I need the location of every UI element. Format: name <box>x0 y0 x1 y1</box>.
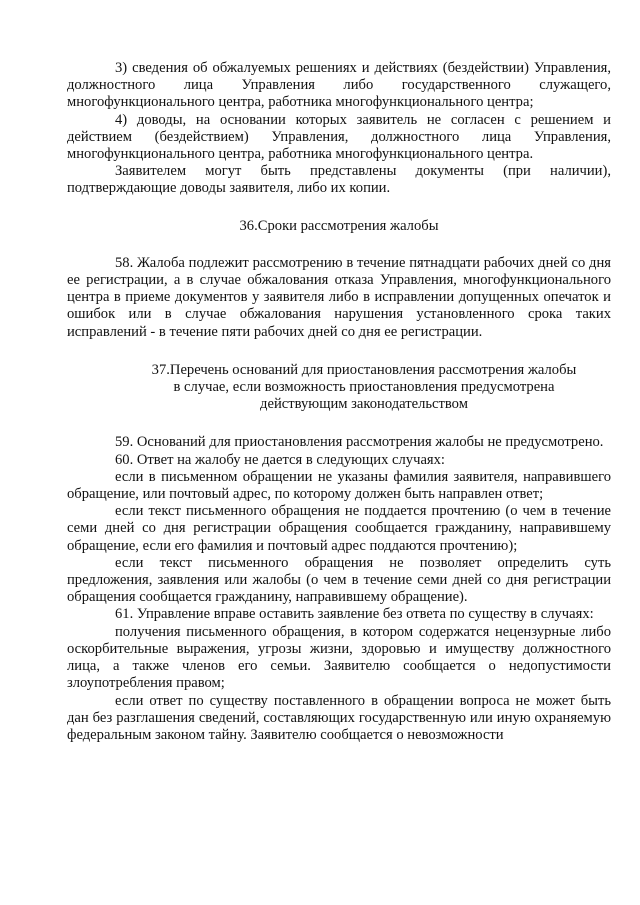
paragraph-61-case-1: получения письменного обращения, в котором содержатся нецензурные либо оскорбительные выражения, угрозы жизни, здоровью и имуществу должностного лица, а также членов его семьи. Заявителю сообщается о недопустимости злоупотребления правом; <box>67 623 611 692</box>
paragraph-58: 58. Жалоба подлежит рассмотрению в течение пятнадцати рабочих дней со дня ее регистрации, а в случае обжалования отказа Управления, многофункционального центра в приеме документов у заявителя либо в исправлении допущенных опечаток и ошибок или в случае обжалования нарушения установленного срока таких исправлений - в течение пяти рабочих дней со дня ее регистрации. <box>67 254 611 340</box>
section-heading-36: 36.Сроки рассмотрения жалобы <box>239 217 439 234</box>
document-page <box>67 60 611 744</box>
paragraph-60-case-1: если в письменном обращении не указаны фамилия заявителя, направившего обращение, или почтовый адрес, по которому должен быть направлен ответ; <box>67 468 611 503</box>
paragraph-60-case-2: если текст письменного обращения не поддается прочтению (о чем в течение семи дней со дня регистрации обращения сообщается гражданину, направившему обращение, если его фамилия и почтовый адрес поддаются прочтению); <box>67 503 611 554</box>
paragraph-documents: Заявителем могут быть представлены документы (при наличии), подтверждающие доводы заявителя, либо их копии. <box>67 163 611 197</box>
paragraph-61-case-2: если ответ по существу поставленного в обращении вопроса не может быть дан без разглашения сведений, составляющих государственную или иную охраняемую федеральным законом тайну. Заявителю сообщается о невозможности <box>67 692 611 743</box>
paragraph-item-4: 4) доводы, на основании которых заявитель не согласен с решением и действием (бездействием) Управления, должностного лица Управления, многофункционального центра, работника многофункционального центра. <box>67 111 611 163</box>
paragraph-59: 59. Оснований для приостановления рассмотрения жалобы не предусмотрено. <box>115 434 604 451</box>
paragraph-item-3: 3) сведения об обжалуемых решениях и действиях (бездействии) Управления, должностного лица Управления либо государственного служащего, многофункционального центра, работника многофункционального центра; <box>67 60 611 111</box>
paragraph-61: 61. Управление вправе оставить заявление без ответа по существу в случаях: <box>115 606 594 623</box>
paragraph-60-case-3: если текст письменного обращения не позволяет определить суть предложения, заявления или жалобы (о чем в течение семи дней со дня регистрации обращения сообщается гражданину, направившему обращение). <box>67 554 611 606</box>
section-heading-37: 37.Перечень оснований для приостановления рассмотрения жалобы в случае, если возможность приостановления предусмотрена действующим законодательством <box>151 361 577 413</box>
paragraph-60: 60. Ответ на жалобу не дается в следующих случаях: <box>115 451 445 468</box>
